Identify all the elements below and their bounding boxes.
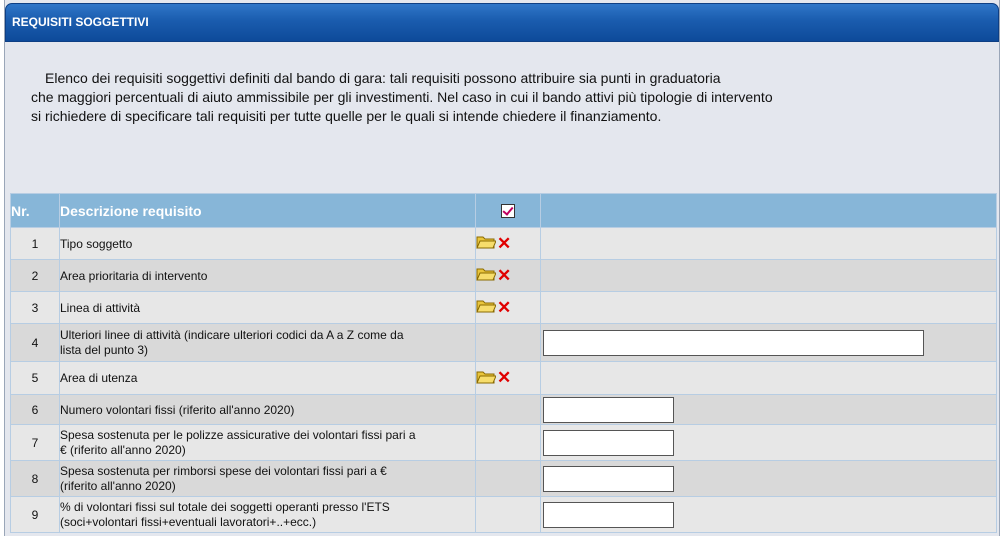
column-header-value [541,194,997,228]
column-header-descrizione: Descrizione requisito [60,194,476,228]
row-description: Area prioritaria di intervento [60,260,476,292]
requisiti-panel [4,0,1000,536]
row-value [541,461,997,497]
row-description [60,324,476,362]
table-row [11,497,997,533]
row-number: 5 [11,362,60,395]
delete-x-icon[interactable]: ✕ [497,233,512,253]
folder-icon[interactable] [476,369,496,388]
delete-x-icon[interactable]: ✕ [497,368,512,387]
row-description-line: (soci+volontari fissi+eventuali lavoratori+..+ecc.) [60,514,317,529]
row-actions [476,260,541,292]
folder-icon[interactable] [476,234,496,253]
requisiti-table [10,193,997,533]
numero-volontari-input[interactable] [543,397,674,423]
description-line: che maggiori percentuali di aiuto ammissibile per gli investimenti. Nel caso in cui il bando attivi più tipologie di intervento [31,89,773,105]
folder-icon[interactable] [476,298,496,317]
row-description: Tipo soggetto [60,228,476,260]
row-description-line: (riferito all'anno 2020) [60,478,176,493]
delete-x-icon[interactable]: ✕ [497,297,512,317]
row-value [541,228,997,260]
row-description [60,461,476,497]
table-row [11,461,997,497]
spesa-polizze-input[interactable] [543,430,674,456]
spesa-rimborsi-input[interactable] [543,466,674,492]
row-actions [476,395,541,425]
row-description-line: Spesa sostenuta per rimborsi spese dei volontari fissi pari a € [60,463,387,478]
row-number: 1 [11,228,60,260]
row-actions [476,324,541,362]
description-line: si richiedere di specificare tali requisiti per tutte quelle per le quali si intende chiedere il finanziamento. [31,108,662,124]
section-header [5,3,999,42]
row-description-line: Spesa sostenuta per le polizze assicurative dei volontari fissi pari a [60,427,416,442]
column-header-nr: Nr. [11,194,60,228]
table-row [11,228,997,260]
table-row [11,362,997,395]
row-actions [476,228,541,260]
row-number: 3 [11,292,60,324]
table-row [11,324,997,362]
checkbox-checked-icon[interactable] [501,204,515,218]
row-number: 4 [11,324,60,362]
row-actions [476,497,541,533]
table-header-row [11,194,997,228]
row-number: 8 [11,461,60,497]
row-description-line: % di volontari fissi sul totale dei soggetti operanti presso l'ETS [60,499,390,514]
row-value [541,362,997,395]
table-row [11,395,997,425]
folder-icon[interactable] [476,266,496,285]
section-description [31,69,931,126]
row-description-line: lista del punto 3) [60,342,149,357]
row-number: 2 [11,260,60,292]
linee-attivita-input[interactable] [543,330,924,356]
row-description [60,425,476,461]
row-actions [476,362,541,395]
row-number: 7 [11,425,60,461]
row-description-line: Ulteriori linee di attività (indicare ulteriori codici da A a Z come da [60,327,404,342]
row-value [541,395,997,425]
row-number: 6 [11,395,60,425]
delete-x-icon[interactable]: ✕ [497,265,512,285]
description-line: Elenco dei requisiti soggettivi definiti dal bando di gara: tali requisiti possono attribuire sia punti in graduatoria [45,70,721,86]
row-description: Area di utenza [60,362,476,395]
column-header-select-all [476,194,541,228]
row-value [541,260,997,292]
table-row [11,425,997,461]
row-description: Numero volontari fissi (riferito all'anno 2020) [60,395,476,425]
row-value [541,497,997,533]
row-value [541,292,997,324]
percentuale-volontari-input[interactable] [543,502,674,528]
section-title: REQUISITI SOGGETTIVI [12,15,149,29]
table-row [11,292,997,324]
row-value [541,425,997,461]
row-number: 9 [11,497,60,533]
row-description [60,497,476,533]
row-actions [476,425,541,461]
row-actions [476,461,541,497]
table-row [11,260,997,292]
row-actions [476,292,541,324]
row-description: Linea di attività [60,292,476,324]
row-description-line: € (riferito all'anno 2020) [60,442,186,457]
row-value [541,324,997,362]
